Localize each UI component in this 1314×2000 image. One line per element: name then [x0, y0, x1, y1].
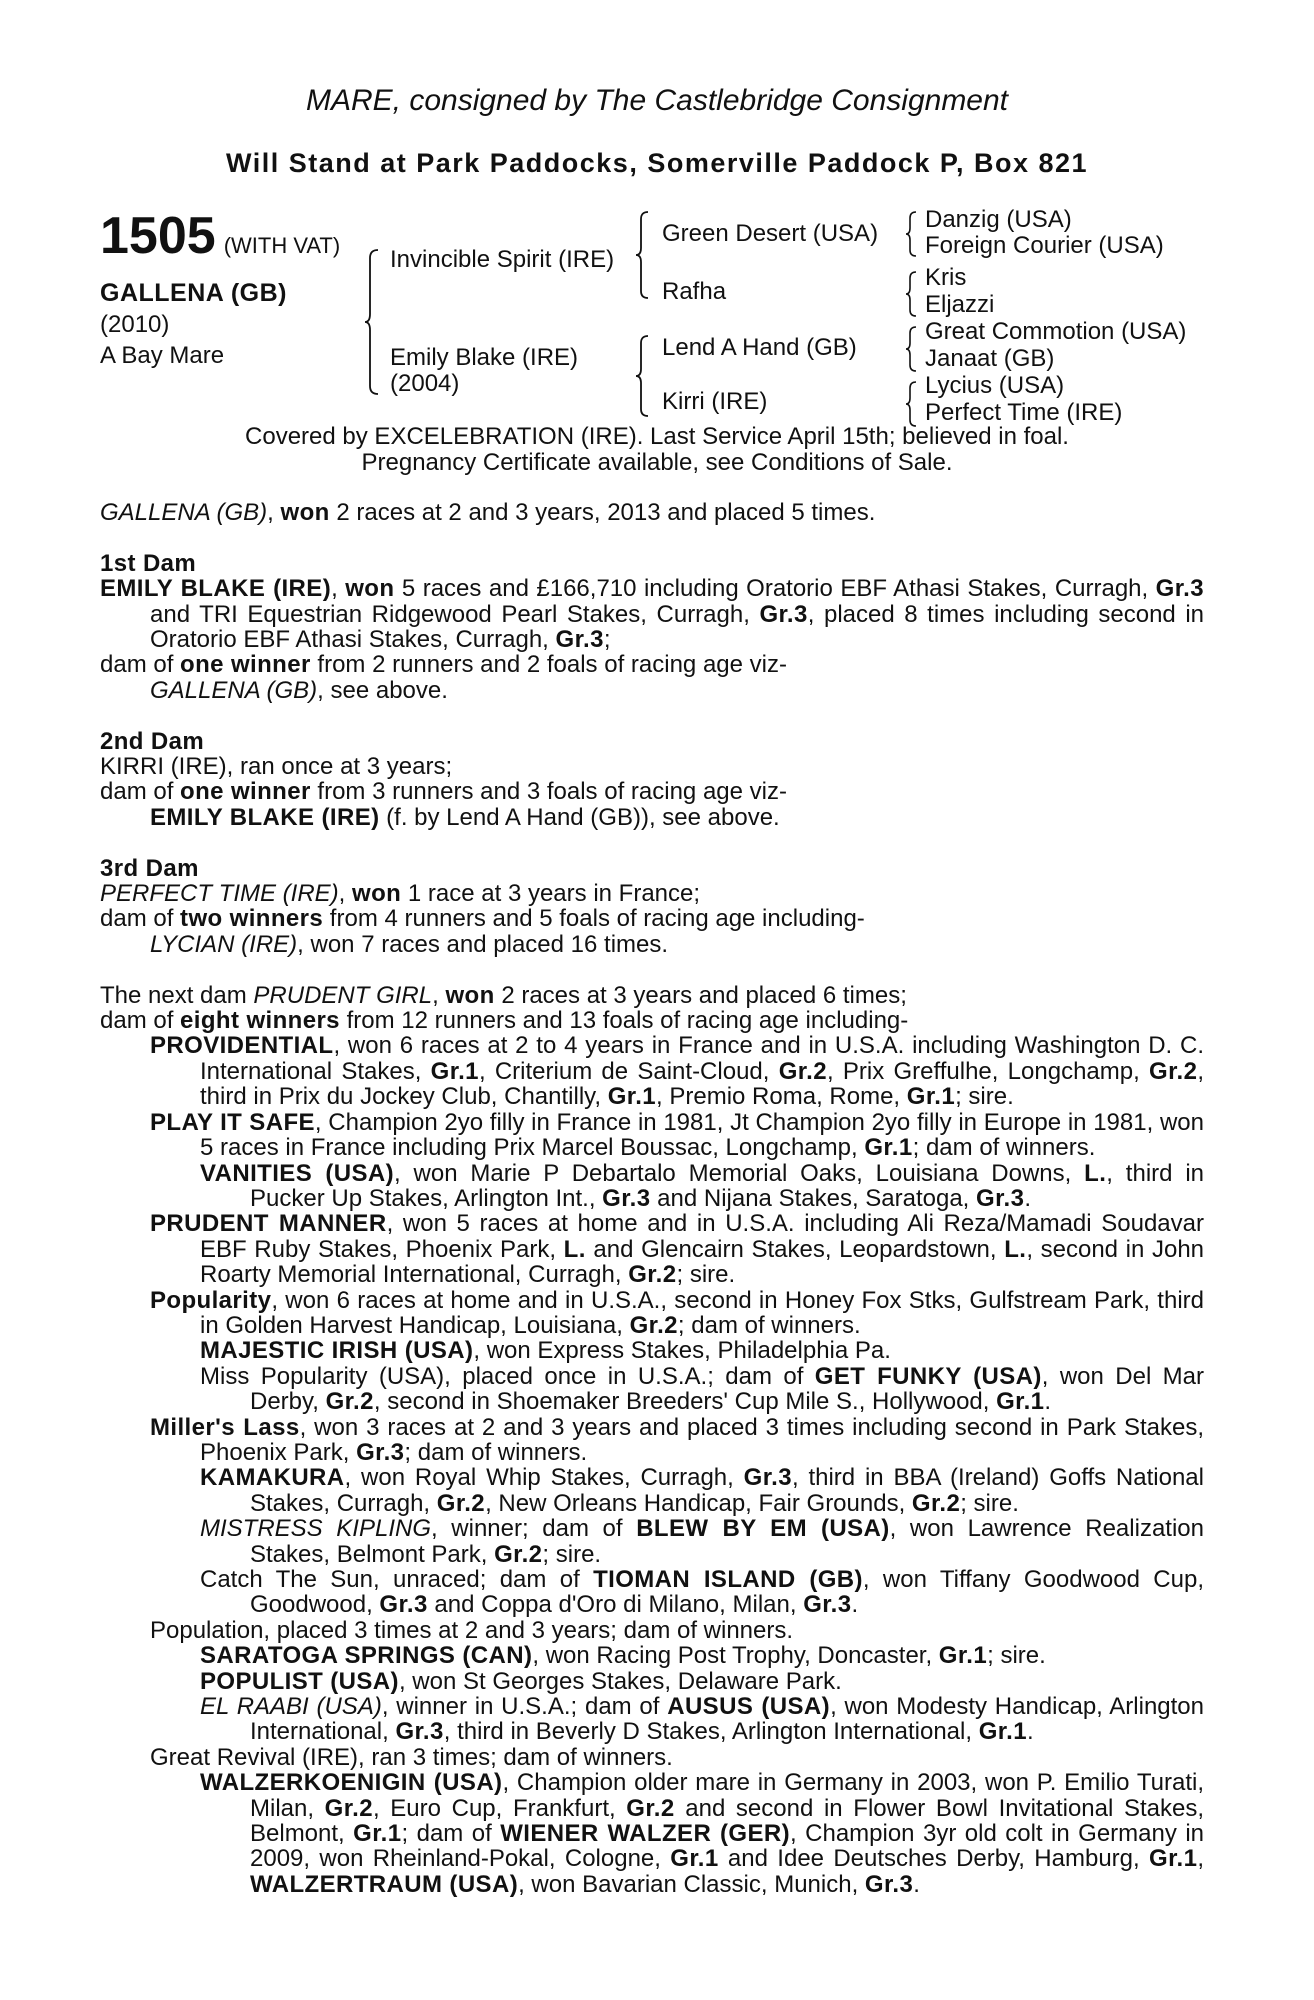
produce-populist: POPULIST (USA), won St Georges Stakes, Delaware Park.: [200, 1667, 842, 1695]
horse-name: GALLENA (GB): [100, 279, 287, 307]
produce-millers-lass: Miller's Lass, won 3 races at 2 and 3 years and placed 3 times including second in Park Stakes, Phoenix Park, Gr.3; dam of winners.: [150, 1413, 1204, 1466]
vat-label: (WITH VAT): [223, 233, 341, 258]
pedigree-sire: Invincible Spirit (IRE): [390, 246, 615, 273]
record-text: 2 races at 2 and 3 years, 2013 and placed 5 times.: [329, 499, 876, 526]
catalogue-text: [100, 500, 1204, 1897]
cover-line-1: Covered by EXCELEBRATION (IRE). Last Service April 15th; believed in foal.: [245, 423, 1069, 450]
produce-el-raabi: EL RAABI (USA), winner in U.S.A.; dam of AUSUS (USA), won Modesty Handicap, Arlington International, Gr.3, third in Beverly D Stakes, Arlington International, Gr.1.: [200, 1693, 1205, 1746]
pedigree-brace-sd: [905, 270, 919, 318]
won-label: won: [280, 499, 330, 526]
pedigree-ds-dam: Janaat (GB): [925, 345, 1055, 372]
pedigree-dd-dam: Perfect Time (IRE): [925, 399, 1123, 426]
pedigree-ds-sire: Great Commotion (USA): [925, 318, 1187, 345]
produce-popularity: Popularity, won 6 races at home and in U.S.A., second in Honey Fox Stks, Gulfstream Park, third in Golden Harvest Handicap, Louisiana, Gr.2; dam of winners.: [150, 1286, 1204, 1339]
produce-providential: PROVIDENTIAL, won 6 races at 2 to 4 years in France and in U.S.A. including Washington D. C. International Stakes, Gr.1, Criterium de Saint-Cloud, Gr.2, Prix Greffulhe, Longchamp, Gr.2, third in Prix du Jockey Club, Chantilly, Gr.1, Premio Roma, Rome, Gr.1; sire.: [150, 1032, 1205, 1111]
pedigree-sd-dam: Eljazzi: [925, 291, 995, 318]
pedigree-dam-sire: Lend A Hand (GB): [662, 334, 857, 361]
produce-play-it-safe: PLAY IT SAFE, Champion 2yo filly in France in 1981, Jt Champion 2yo filly in Europe in 1981, won 5 races in France including Prix Marcel Boussac, Longchamp, Gr.1; dam of winners.: [150, 1108, 1204, 1162]
horse-record: GALLENA (GB), won 2 races at 2 and 3 years, 2013 and placed 5 times.: [100, 499, 876, 526]
dam2-title: 2nd Dam: [100, 727, 205, 755]
produce-prudent-manner: PRUDENT MANNER, won 5 races at home and in U.S.A. including Ali Reza/Mamadi Soudavar EBF Ruby Stakes, Phoenix Park, L. and Glencairn Stakes, Leopardstown, L., second in John Roarty Memorial International, Curragh, Gr.2; sire.: [150, 1210, 1205, 1289]
dam1-record: EMILY BLAKE (IRE), won 5 races and £166,710 including Oratorio EBF Athasi Stakes, Curragh, Gr.3 and TRI Equestrian Ridgewood Pearl Stakes, Curragh, Gr.3, placed 8 times including second in Oratorio EBF Athasi Stakes, Curragh, Gr.3;: [100, 575, 1204, 654]
pedigree-dd-sire: Lycius (USA): [925, 372, 1065, 399]
pedigree-sire-dam: Rafha: [662, 278, 727, 305]
produce-walzerkoenigin: WALZERKOENIGIN (USA), Champion older mare in Germany in 2003, won P. Emilio Turati, Milan, Gr.2, Euro Cup, Frankfurt, Gr.2 and second in Flower Bowl Invitational Stakes, Belmont, Gr.1; dam of WIENER WALZER (GER), Champion 3yr old colt in Germany in 2009, won Rheinland-Pokal, Cologne, Gr.1 and Idee Deutsches Derby, Hamburg, Gr.1, WALZERTRAUM (USA), won Bavarian Classic, Munich, Gr.3.: [200, 1769, 1205, 1898]
pedigree-brace-sire: [635, 210, 653, 300]
produce-mistress-kipling: MISTRESS KIPLING, winner; dam of BLEW BY EM (USA), won Lawrence Realization Stakes, Belmont Park, Gr.2; sire.: [200, 1515, 1204, 1568]
produce-majestic-irish: MAJESTIC IRISH (USA), won Express Stakes, Philadelphia Pa.: [200, 1337, 891, 1365]
next-dam-produce: dam of eight winners from 12 runners and 13 foals of racing age including-: [100, 1007, 909, 1035]
produce-catch-the-sun: Catch The Sun, unraced; dam of TIOMAN ISLAND (GB), won Tiffany Goodwood Cup, Goodwood, Gr.3 and Coppa d'Oro di Milano, Milan, Gr.3.: [200, 1566, 1204, 1619]
dam1-produce: dam of one winner from 2 runners and 2 foals of racing age viz-: [100, 651, 787, 679]
pedigree-brace-ds: [905, 325, 919, 373]
pedigree-brace-dd: [905, 380, 919, 428]
pedigree-dam-year: (2004): [390, 370, 460, 397]
cover-note: [0, 424, 1314, 476]
pedigree-sire-sire: Green Desert (USA): [662, 220, 879, 247]
produce-population: Population, placed 3 times at 2 and 3 years; dam of winners.: [150, 1616, 794, 1644]
produce-great-revival: Great Revival (IRE), ran 3 times; dam of winners.: [150, 1743, 673, 1771]
pedigree-dam: Emily Blake (IRE): [390, 344, 579, 371]
dam3-produce: dam of two winners from 4 runners and 5 foals of racing age including-: [100, 905, 865, 933]
pedigree-sd-sire: Kris: [925, 264, 967, 291]
dam3-record: PERFECT TIME (IRE), won 1 race at 3 years in France;: [100, 880, 701, 908]
cover-line-2: Pregnancy Certificate available, see Conditions of Sale.: [361, 449, 953, 476]
dam1-title: 1st Dam: [100, 549, 197, 577]
dam3-title: 3rd Dam: [100, 854, 199, 882]
produce-miss-popularity: Miss Popularity (USA), placed once in U.S.A.; dam of GET FUNKY (USA), won Del Mar Derby, Gr.2, second in Shoemaker Breeders' Cup Mile S., Hollywood, Gr.1.: [200, 1362, 1205, 1416]
lot-number: 1505: [100, 207, 216, 265]
next-dam-record: The next dam PRUDENT GIRL, won 2 races at 3 years and placed 6 times;: [100, 981, 907, 1009]
pedigree-brace-dam: [635, 334, 653, 418]
horse-description: A Bay Mare: [100, 342, 225, 369]
produce-saratoga-springs: SARATOGA SPRINGS (CAN), won Racing Post Trophy, Doncaster, Gr.1; sire.: [200, 1642, 1046, 1670]
consignment-line: MARE, consigned by The Castlebridge Consignment: [305, 84, 1009, 117]
dam2-produce: dam of one winner from 3 runners and 3 foals of racing age viz-: [100, 778, 787, 806]
lot-header: [100, 206, 340, 266]
pedigree-ss-dam: Foreign Courier (USA): [925, 232, 1164, 259]
horse-name-ref: GALLENA (GB): [100, 499, 268, 526]
pedigree-brace-main: [364, 248, 384, 396]
stand-location: Will Stand at Park Paddocks, Somerville Paddock P, Box 821: [225, 148, 1089, 178]
dam1-foal: GALLENA (GB), see above.: [150, 676, 448, 704]
produce-vanities: VANITIES (USA), won Marie P Debartalo Memorial Oaks, Louisiana Downs, L., third in Pucker Up Stakes, Arlington Int., Gr.3 and Nijana Stakes, Saratoga, Gr.3.: [200, 1159, 1205, 1212]
foaling-year: (2010): [100, 311, 170, 338]
dam2-foal: EMILY BLAKE (IRE) (f. by Lend A Hand (GB)), see above.: [150, 803, 780, 831]
pedigree-ss-sire: Danzig (USA): [925, 206, 1072, 233]
dam2-record: KIRRI (IRE), ran once at 3 years;: [100, 753, 453, 781]
dam3-foal: LYCIAN (IRE), won 7 races and placed 16 times.: [150, 930, 669, 958]
produce-kamakura: KAMAKURA, won Royal Whip Stakes, Curragh, Gr.3, third in BBA (Ireland) Goffs National Stakes, Curragh, Gr.2, New Orleans Handicap, Fair Grounds, Gr.2; sire.: [200, 1464, 1204, 1517]
horse-details: [100, 278, 287, 371]
pedigree-dam-dam: Kirri (IRE): [662, 388, 768, 415]
pedigree-brace-ss: [905, 210, 919, 258]
